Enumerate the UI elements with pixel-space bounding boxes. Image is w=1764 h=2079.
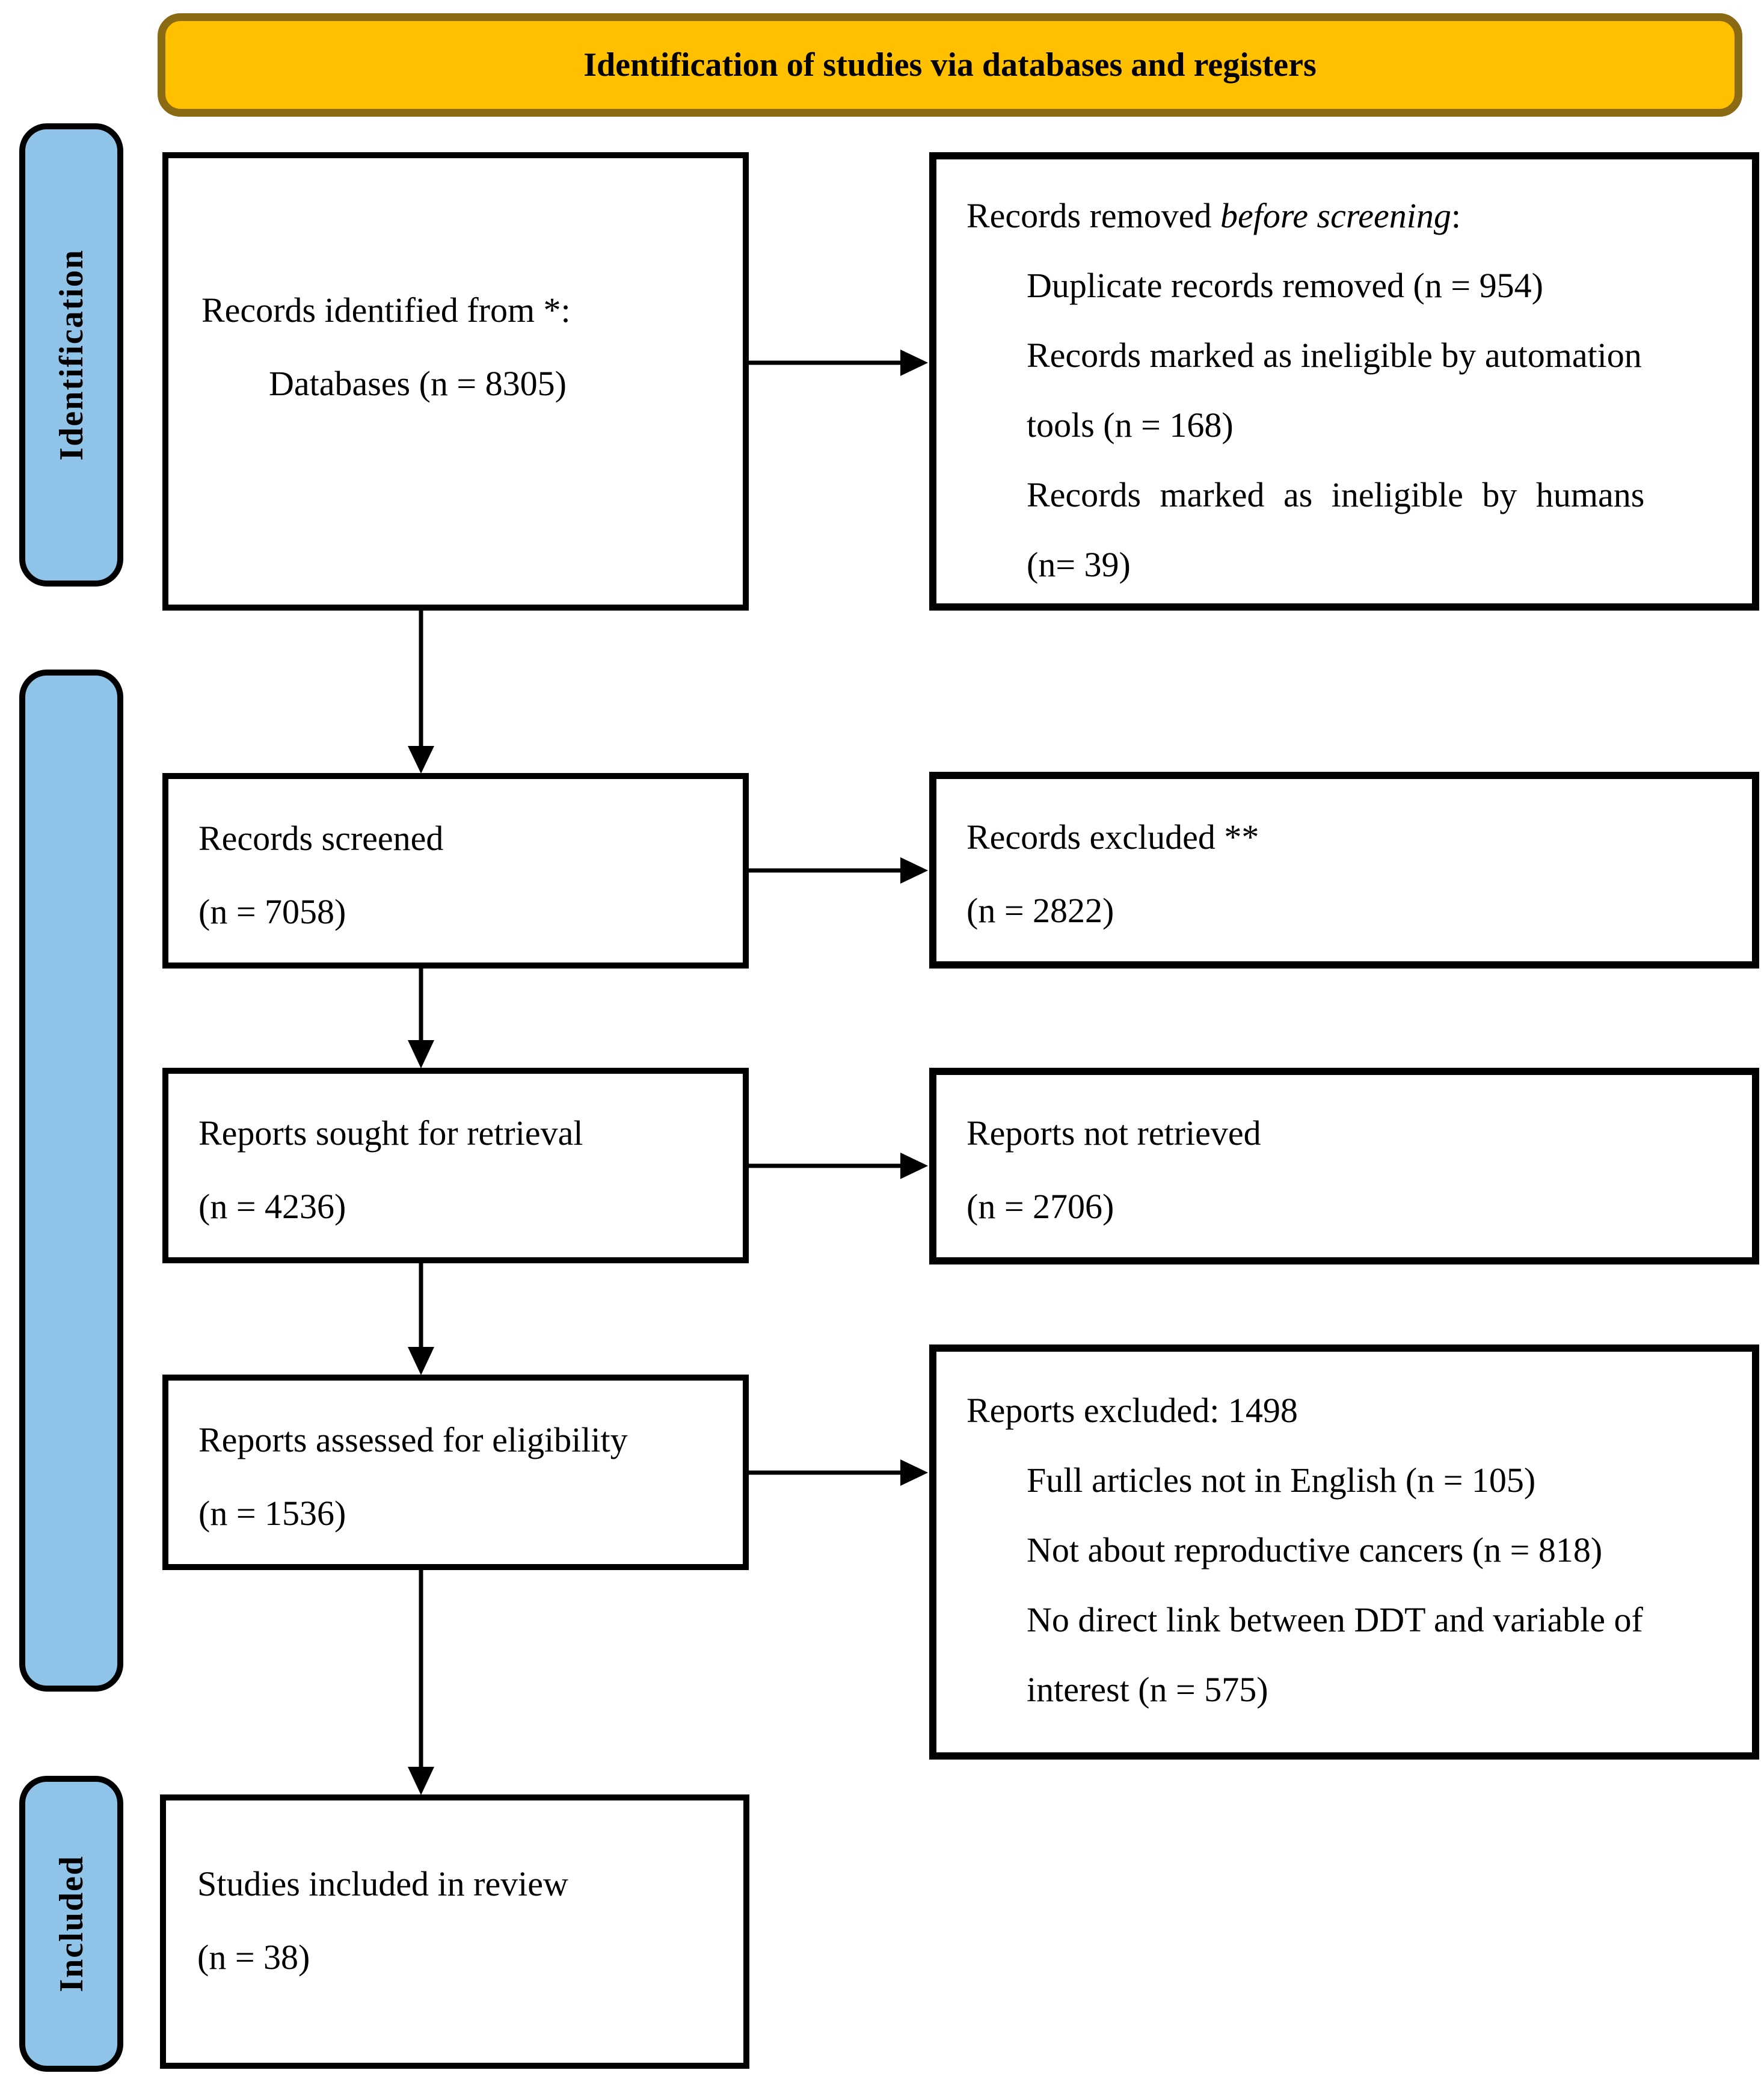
reports-excluded-item3: No direct link between DDT and variable of: [1027, 1600, 1643, 1639]
reports-excluded-item1: Full articles not in English (n = 105): [1027, 1461, 1536, 1500]
arrowhead-sought-to-assessed: [408, 1347, 434, 1375]
reports-sought-box: [162, 1068, 749, 1263]
records-removed-item3: Records marked as ineligible by humans: [1027, 475, 1645, 514]
arrowhead-sought-to-notretrieved: [900, 1153, 928, 1179]
records-removed-item3-cont: (n= 39): [1027, 545, 1131, 584]
records-excluded-line1: Records excluded **: [967, 818, 1259, 857]
records-excluded-box: [929, 772, 1759, 969]
records-identified-line2: Databases (n = 8305): [269, 364, 567, 403]
records-identified-line1: Records identified from *:: [201, 291, 571, 330]
arrowhead-identified-to-removed: [900, 350, 928, 376]
arrowhead-assessed-to-included: [408, 1767, 434, 1795]
stage-identification: [19, 123, 123, 587]
reports-excluded-box: [929, 1344, 1759, 1760]
reports-assessed-box: [162, 1375, 749, 1570]
records-screened-line2: (n = 7058): [198, 892, 346, 931]
banner: [158, 13, 1742, 117]
reports-excluded-item3-cont: interest (n = 575): [1027, 1670, 1268, 1709]
studies-included-box: [160, 1794, 749, 2069]
records-removed-item1: Duplicate records removed (n = 954): [1027, 266, 1543, 305]
reports-excluded-title: Reports excluded: 1498: [967, 1391, 1298, 1430]
banner-title: Identification of studies via databases and registers: [583, 46, 1317, 84]
records-removed-item2: Records marked as ineligible by automation: [1027, 336, 1642, 375]
arrowhead-screened-to-excluded: [900, 857, 928, 884]
records-removed-item2-cont: tools (n = 168): [1027, 405, 1234, 445]
stage-screening: [19, 670, 123, 1692]
records-screened-box: [162, 773, 749, 969]
studies-included-line2: (n = 38): [197, 1938, 310, 1977]
records-screened-line1: Records screened: [198, 819, 444, 858]
reports-sought-line1: Reports sought for retrieval: [198, 1113, 583, 1153]
reports-assessed-line1: Reports assessed for eligibility: [198, 1420, 628, 1459]
records-removed-title: Records removed before screening:: [967, 196, 1461, 235]
records-excluded-line2: (n = 2822): [967, 891, 1114, 930]
arrowhead-identified-to-screened: [408, 746, 434, 774]
records-removed-box: [929, 152, 1759, 611]
stage-included-label: Included: [52, 1855, 90, 1992]
reports-not-retrieved-line1: Reports not retrieved: [967, 1113, 1261, 1153]
studies-included-line1: Studies included in review: [197, 1864, 568, 1903]
reports-excluded-item2: Not about reproductive cancers (n = 818): [1027, 1530, 1603, 1569]
reports-assessed-line2: (n = 1536): [198, 1494, 346, 1533]
stage-included: [19, 1776, 123, 2072]
records-identified-box: [162, 152, 749, 611]
reports-sought-line2: (n = 4236): [198, 1187, 346, 1226]
reports-not-retrieved-box: [929, 1068, 1759, 1264]
reports-not-retrieved-line2: (n = 2706): [967, 1187, 1114, 1226]
arrowhead-screened-to-sought: [408, 1040, 434, 1068]
stage-identification-label: Identification: [52, 249, 90, 461]
arrowhead-assessed-to-reportsexcluded: [900, 1459, 928, 1486]
